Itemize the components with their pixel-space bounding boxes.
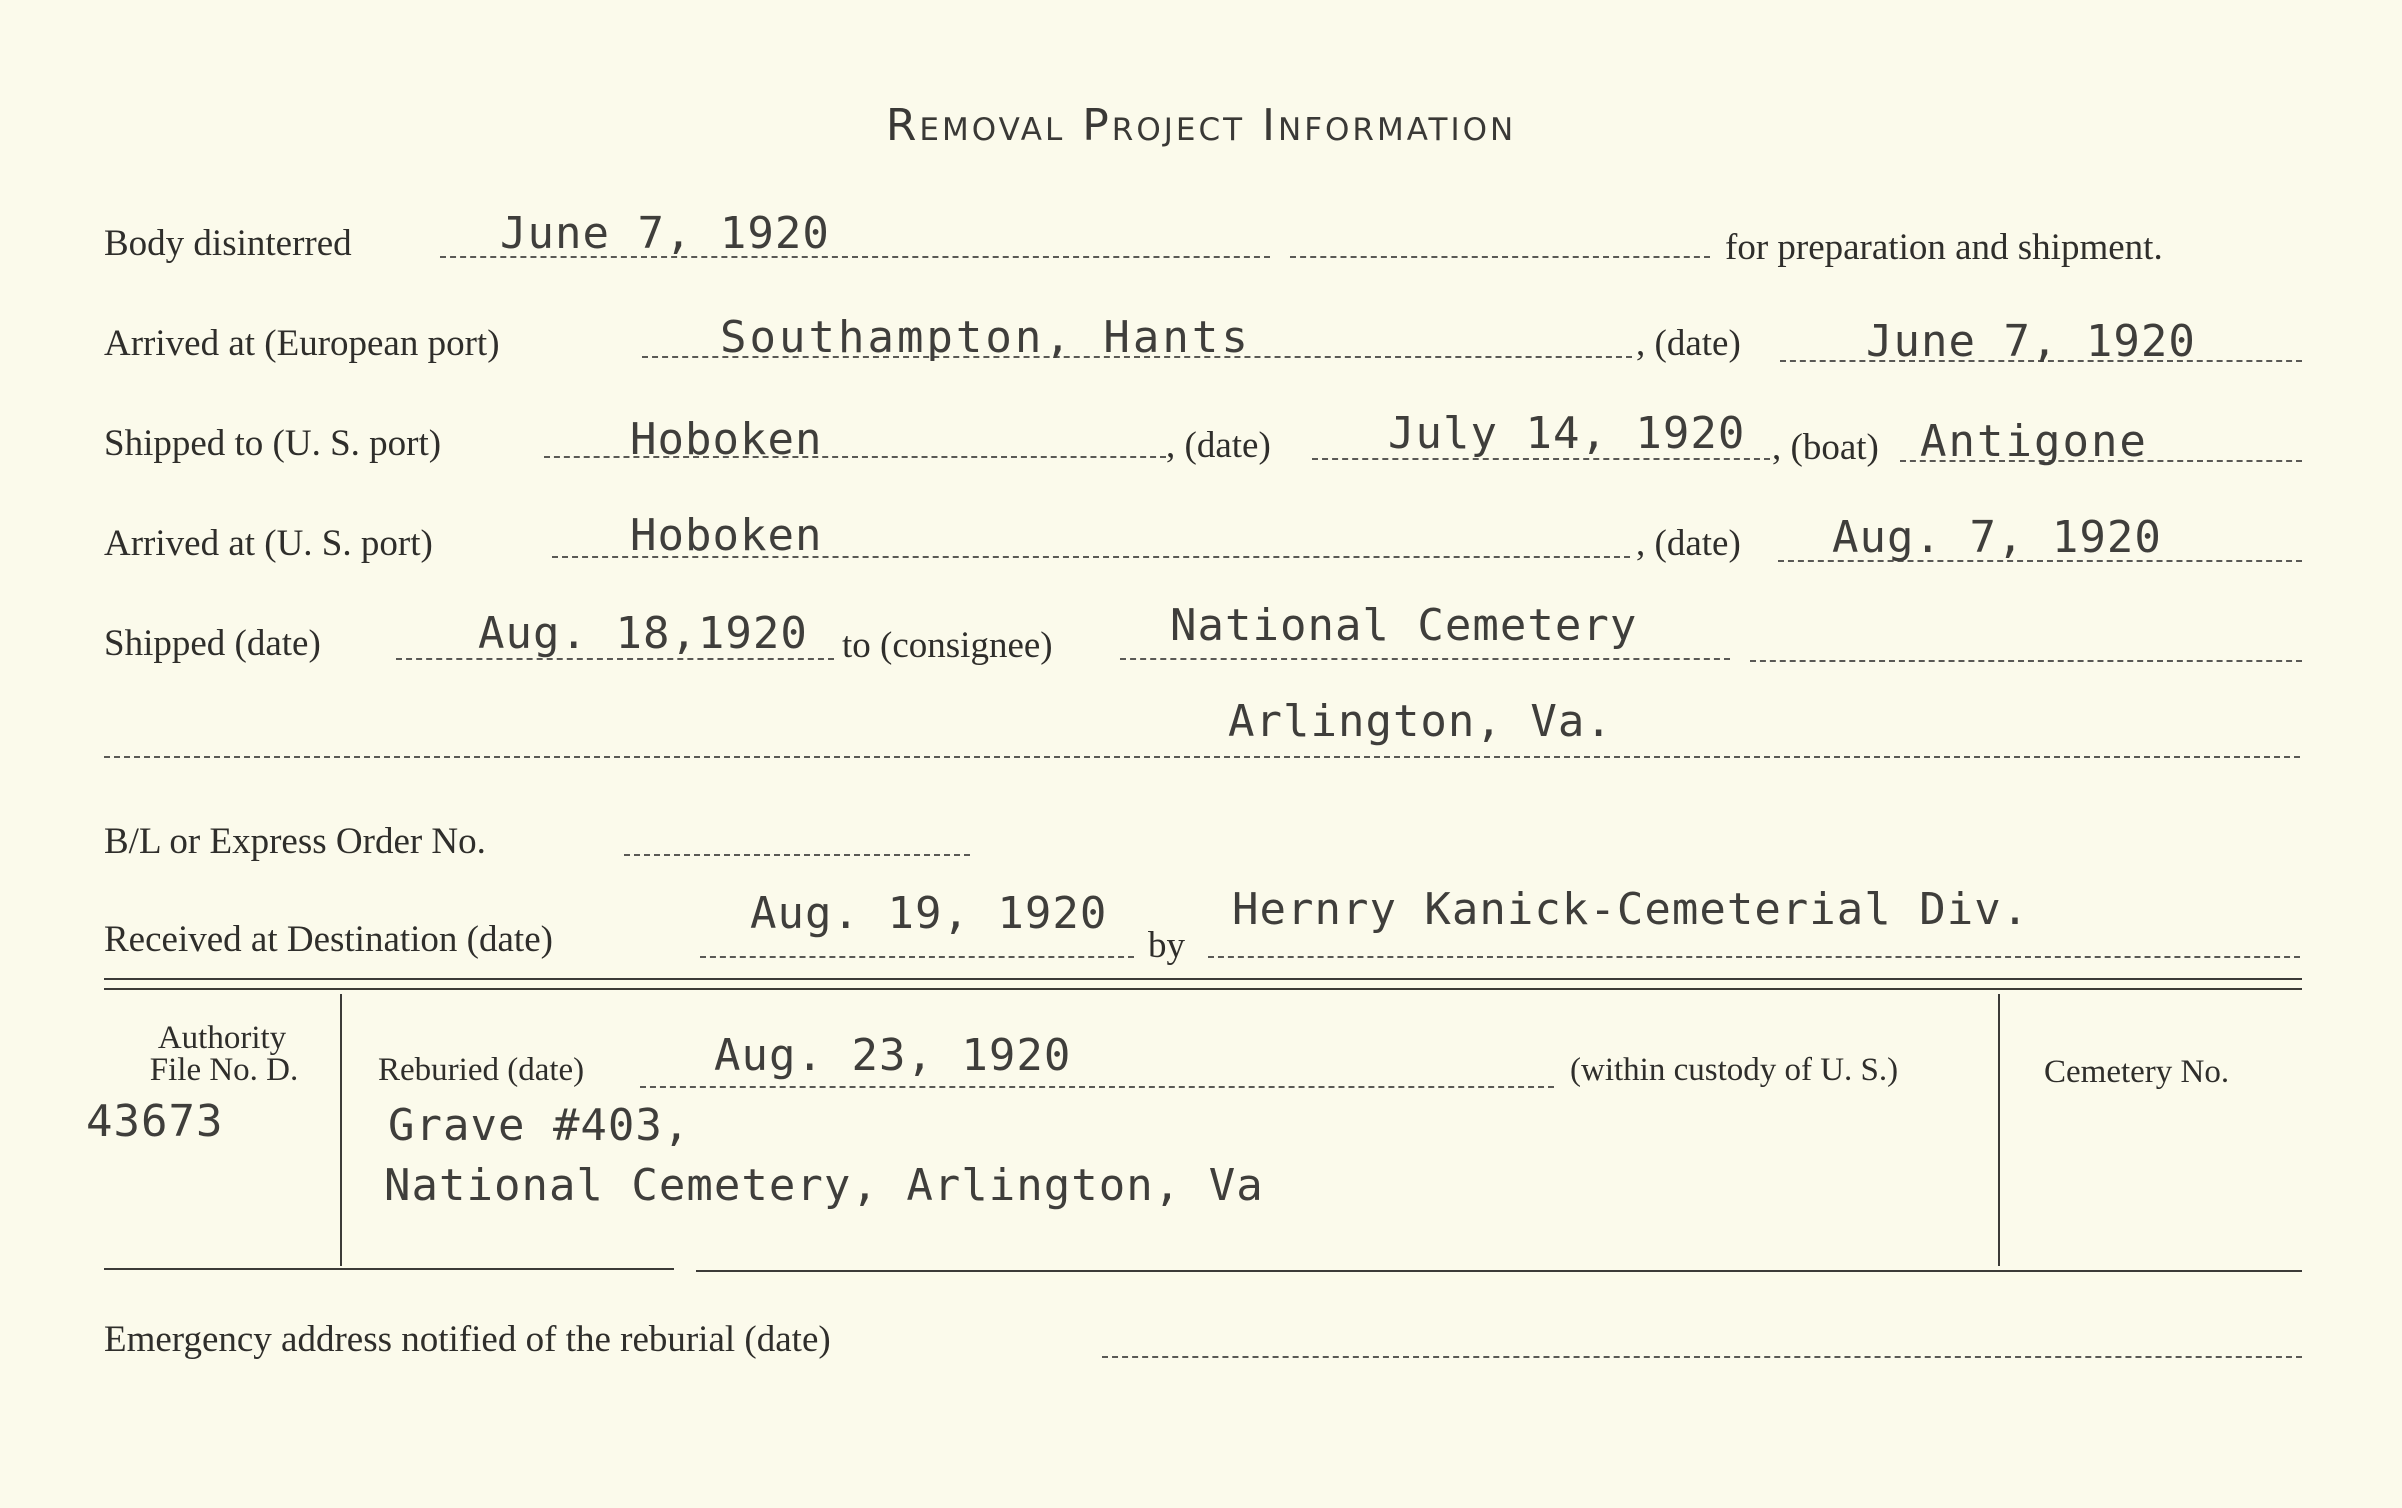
european-date-label: , (date) [1636, 323, 1741, 364]
grave-line-2: National Cemetery, Arlington, Va [384, 1160, 1264, 1211]
us-ship-date: July 14, 1920 [1388, 408, 1746, 459]
within-custody-label: (within custody of U. S.) [1570, 1052, 1899, 1088]
card-title: Removal Project Information [885, 100, 1517, 151]
received-date-line [700, 956, 1134, 958]
european-date: June 7, 1920 [1866, 316, 2196, 367]
reburied-label: Reburied (date) [378, 1052, 585, 1088]
consignee-line-2 [1750, 660, 2302, 662]
box-top-rule [104, 978, 2302, 980]
for-prep-label: for preparation and shipment. [1725, 227, 2163, 268]
reburied-date: Aug. 23, 1920 [714, 1030, 1072, 1081]
emergency-label: Emergency address notified of the reburial (date) [104, 1319, 831, 1360]
body-disinterred-line-2 [1290, 256, 1710, 258]
arrived-european-label: Arrived at (European port) [104, 323, 500, 364]
consignee-1: National Cemetery [1170, 600, 1638, 651]
shipped-us-label: Shipped to (U. S. port) [104, 423, 442, 464]
us-port-arrived: Hoboken [630, 510, 823, 561]
consignee-2: Arlington, Va. [1228, 696, 1613, 747]
us-arrive-date: Aug. 7, 1920 [1832, 512, 2162, 563]
box-bottom-rule-2 [696, 1270, 2302, 1272]
us-arrive-date-label: , (date) [1636, 523, 1741, 564]
boat-name: Antigone [1920, 416, 2148, 467]
file-no-label: File No. D. [149, 1052, 299, 1088]
received-date: Aug. 19, 1920 [750, 888, 1108, 939]
consignee-line [1120, 658, 1730, 660]
box-top-rule-2 [104, 988, 2302, 990]
bl-order-label: B/L or Express Order No. [104, 821, 486, 862]
disinterred-date: June 7, 1920 [500, 208, 830, 259]
bl-order-line [624, 854, 970, 856]
received-by: Hernry Kanick-Cemeterial Div. [1232, 884, 2030, 935]
authority-label: Authority [157, 1020, 287, 1056]
body-disinterred-label: Body disinterred [104, 223, 352, 264]
received-by-line [1208, 956, 2300, 958]
to-consignee-label: to (consignee) [842, 625, 1053, 666]
box-bottom-rule [104, 1268, 674, 1270]
us-port-shipped: Hoboken [630, 414, 823, 465]
by-label: by [1148, 925, 1185, 966]
box-divider-left [340, 994, 342, 1266]
reburied-line [640, 1086, 1554, 1088]
consignee-line-3 [104, 756, 2300, 758]
grave-line-1: Grave #403, [388, 1100, 691, 1151]
arrived-us-label: Arrived at (U. S. port) [104, 523, 433, 564]
shipped-date: Aug. 18,1920 [478, 608, 808, 659]
box-divider-right [1998, 994, 2000, 1266]
boat-label: , (boat) [1772, 427, 1879, 468]
file-number: 43673 [86, 1096, 224, 1147]
cemetery-no-label: Cemetery No. [2044, 1054, 2230, 1090]
emergency-line [1102, 1356, 2302, 1358]
us-ship-date-label: , (date) [1166, 425, 1271, 466]
shipped-date-label: Shipped (date) [104, 623, 321, 664]
european-port: Southampton, Hants [720, 312, 1251, 363]
received-dest-label: Received at Destination (date) [104, 919, 553, 960]
